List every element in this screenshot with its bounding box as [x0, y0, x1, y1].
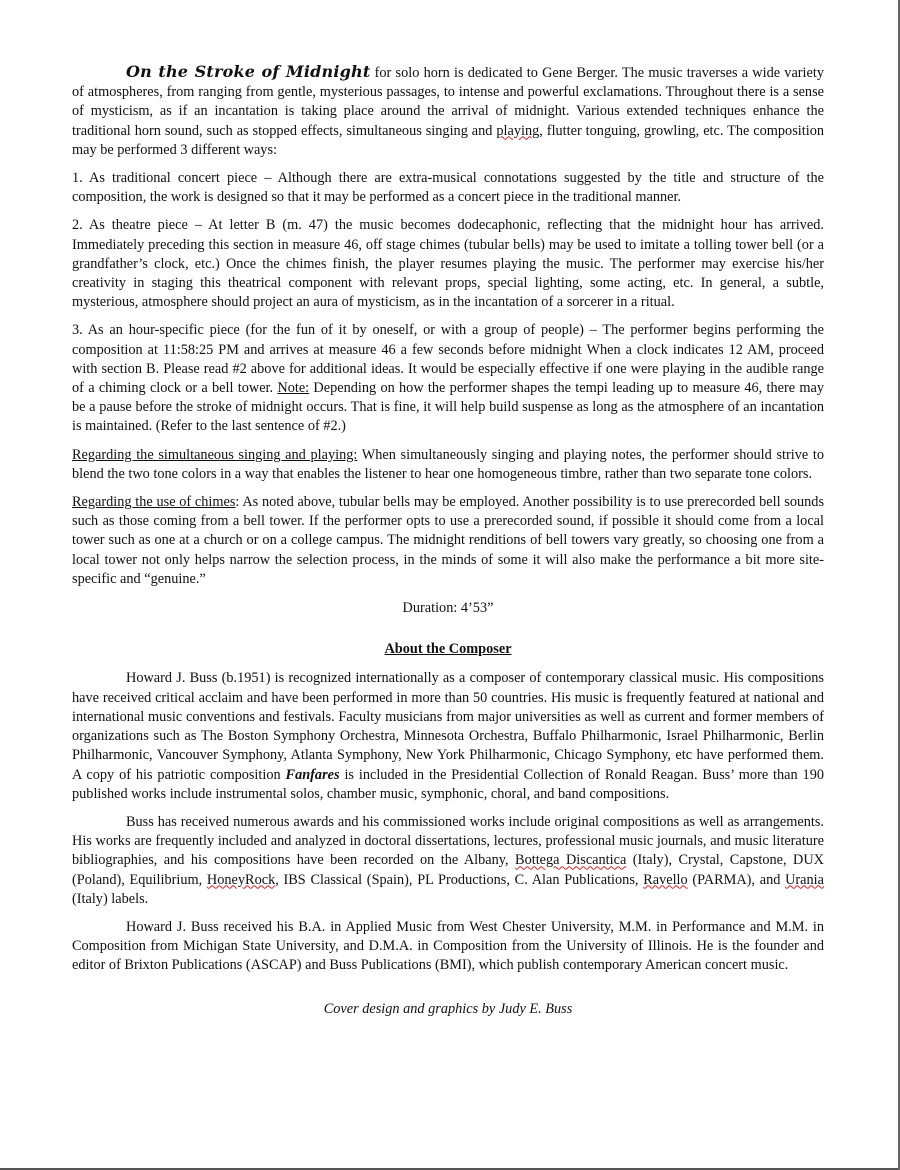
about-p2-text-e: (Italy) labels. — [72, 890, 149, 907]
label-ravello: Ravello — [643, 871, 688, 888]
about-heading: About the Composer — [384, 641, 512, 658]
about-p2-text: Buss has received numerous awards and his commissioned works include original compositions as well as arrangements. His works are frequently included and analyzed in doctoral dissertations, lectures, professional music journals, and music literature bibliographies, and his compositions have been recorded on the Albany, — [72, 813, 824, 869]
intro-paragraph — [72, 62, 824, 160]
note-text: Depending on how the performer shapes the tempi leading up to measure 46, there may be a pause before the stroke of midnight occurs. That is fine, it will help build suspense as long as the atmosphere of an incantation is maintained. (Refer to the last sentence of #2.) — [72, 380, 824, 435]
way-2-paragraph: 2. As theatre piece – At letter B (m. 47) the music becomes dodecaphonic, reflecting that the midnight hour has arrived. Immediately preceding this section in measure 46, off stage chimes (tubular bells) may be used to imitate a tolling tower bell (or a grandfather’s clock, etc.) Once the chimes finish, the player resumes playing the music. The performer may exercise his/her creativity in staging this theatrical component with relevant props, special lighting, some acting, etc. In general, a subtle, mysterious, atmosphere should project an aura of mysticism, as in the incantation of a sorcerer in a ritual. — [72, 217, 824, 311]
duration: Duration: 4’53” — [402, 600, 494, 617]
label-urania: Urania — [785, 871, 824, 888]
way-3-paragraph — [72, 321, 824, 436]
about-p1-text-end: is included in the Presidential Collection of Ronald Reagan. Buss’ more than 190 published works include instrumental solos, chamber music, symphonic, choral, and band compositions. — [72, 766, 824, 802]
intro-text-end: , flutter tonguing, growling, etc. The composition may be performed 3 different ways: — [72, 122, 824, 158]
chimes-paragraph — [72, 493, 824, 589]
label-bottega: Bottega Discantica — [515, 852, 627, 869]
intro-text: for solo horn is dedicated to Gene Berger. The music traverses a wide variety of atmospheres, from ranging from gentle, mysterious passages, to intense and powerful exclamations. Throughout there is a sense of mysticism, as if an incantation is taking place around the arrival of midnight. Various extended techniques enhance the traditional horn sound, such as stopped effects, simultaneous singing and — [72, 65, 824, 139]
chimes-label: Regarding the use of chimes — [72, 494, 236, 511]
singing-label: Regarding the simultaneous singing and playing: — [72, 446, 358, 463]
cover-credit: Cover design and graphics by Judy E. Buss — [323, 1000, 573, 1017]
singing-text: When simultaneously singing and playing notes, the performer should strive to blend the two tone colors in a way that enables the listener to hear one homogeneous timbre, rather than two separate tone colors. — [72, 446, 824, 482]
chimes-text: : As noted above, tubular bells may be employed. Another possibility is to use prerecorded bell sounds such as those coming from a bell tower. If the performer opts to use a prerecorded sound, if possible it should come from a local tower such as one at a church or on a college campus. The midnight renditions of bell towers vary greatly, so choosing one from a local tower not only helps narrow the selection process, in the minds of some it will also make the performance a bit more site-specific and “genuine.” — [72, 494, 825, 587]
singing-paragraph — [72, 446, 824, 484]
way-3-text: 3. As an hour-specific piece (for the fun of it by oneself, or with a group of people) – The performer begins performing the composition at 11:58:25 PM and arrives at measure 46 a few seconds before midnight When a clock indicates 12 AM, proceed with section B. Please read #2 above for additional ideas. It would be especially effective if one were playing in the audible range of a chiming clock or a bell tower. — [72, 322, 824, 397]
piece-title: On the Stroke of Midnight — [126, 62, 371, 81]
about-p2-text-d: (PARMA), and — [687, 871, 786, 888]
spell-flagged-word: playing — [496, 122, 540, 139]
about-paragraph-2 — [72, 813, 824, 909]
about-paragraph-1 — [72, 669, 824, 803]
about-paragraph-3: Howard J. Buss received his B.A. in Applied Music from West Chester University, M.M. in Performance and M.M. in Composition from Michigan State University, and D.M.A. in Composition from the University of Illinois. He is the founder and editor of Brixton Publications (ASCAP) and Buss Publications (BMI), which publish contemporary American concert music. — [72, 918, 824, 974]
label-honeyrock: HoneyRock — [206, 871, 276, 888]
way-1-paragraph: 1. As traditional concert piece – Although there are extra-musical connotations suggested by the title and structure of the composition, the work is designed so that it may be performed as a concert piece in the traditional manner. — [72, 170, 824, 206]
about-p2-text-b: (Italy), Crystal, Capstone, DUX (Poland), Equilibrium, — [72, 852, 824, 888]
about-p2-text-c: , IBS Classical (Spain), PL Productions, C. Alan Publications, — [275, 871, 644, 888]
note-label: Note: — [277, 380, 310, 397]
about-p1-text: Howard J. Buss (b.1951) is recognized internationally as a composer of contemporary classical music. His compositions have received critical acclaim and have been performed in more than 50 countries. His music is frequently featured at national and international music conventions and festivals. Faculty musicians from major universities as well as current and former members of organizations such as The Boston Symphony Orchestra, Minnesota Orchestra, Buffalo Philharmonic, Israel Philharmonic, Berlin Philharmonic, Vancouver Symphony, Atlanta Symphony, New York Philharmonic, Chicago Symphony, etc have performed them. A copy of his patriotic composition — [72, 670, 824, 783]
fanfares-title: Fanfares — [285, 766, 340, 783]
